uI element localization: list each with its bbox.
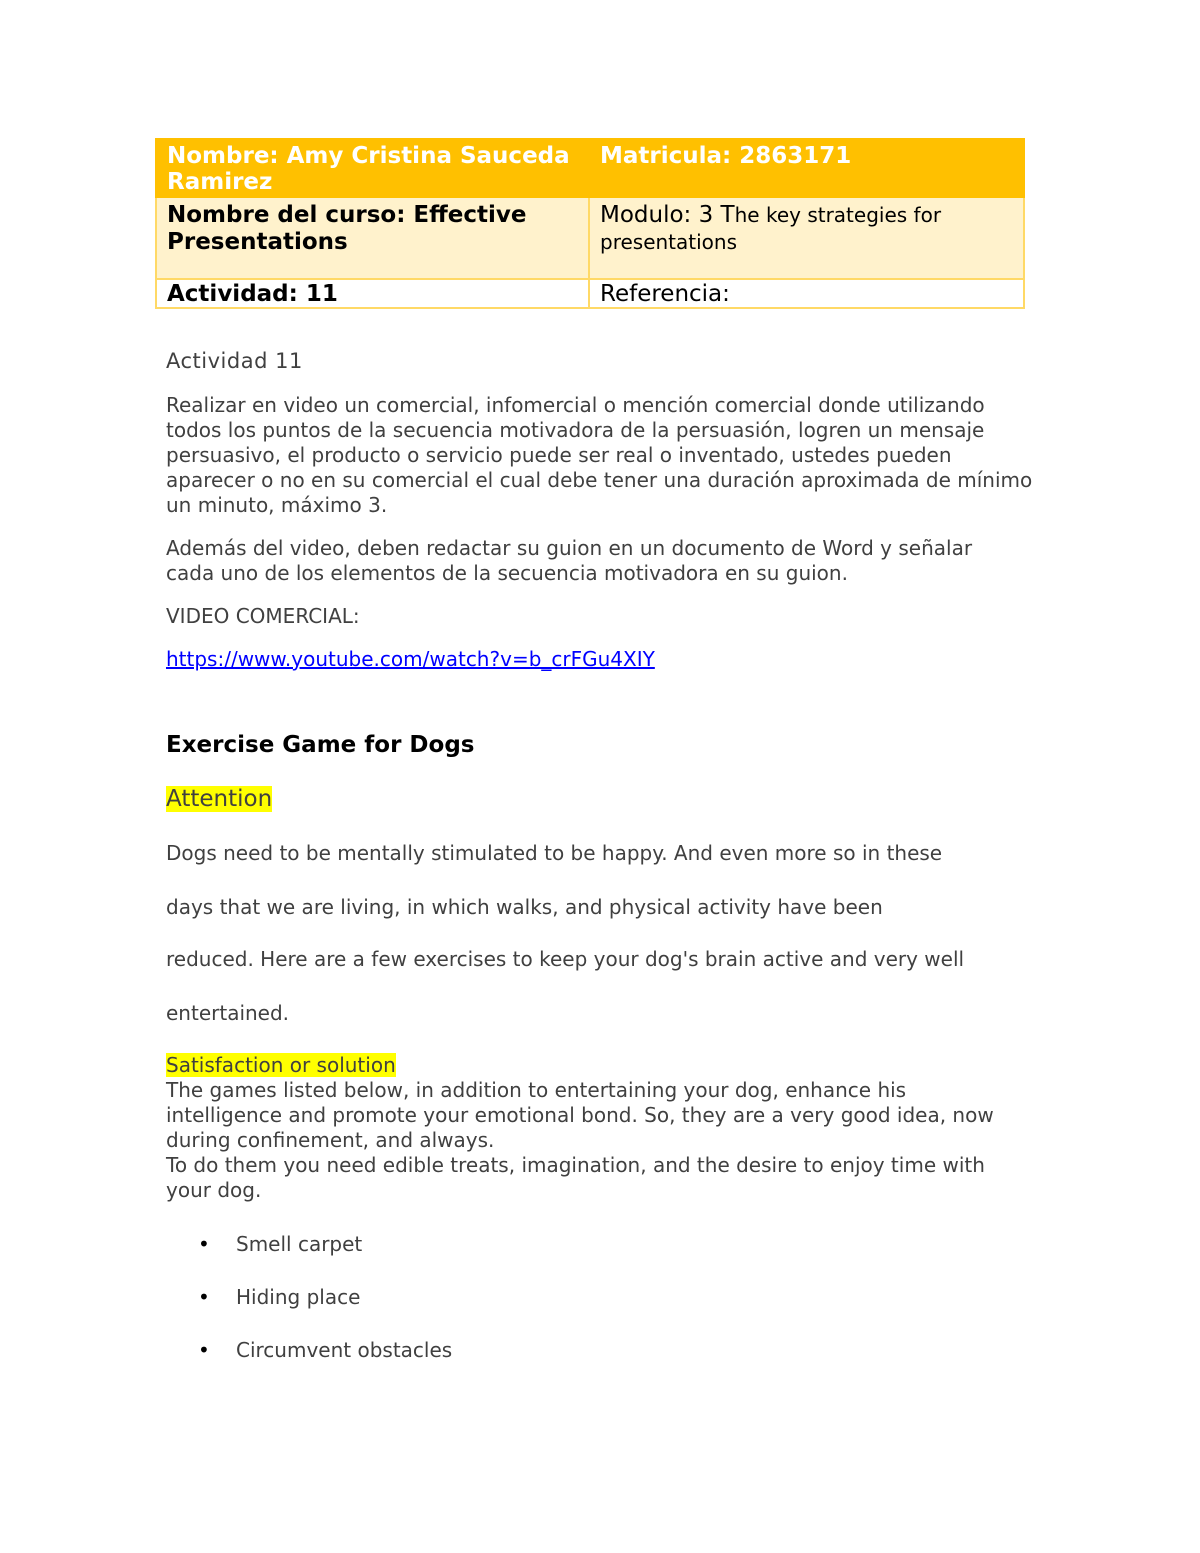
video-label: VIDEO COMERCIAL: [166, 604, 360, 628]
bullet-icon: • [198, 1285, 210, 1309]
matricula-cell [589, 139, 1024, 197]
header-table [155, 138, 1025, 309]
attention-heading: Attention [166, 786, 273, 812]
student-name: Nombre: Amy Cristina Sauceda Ramirez [167, 143, 570, 195]
matricula: Matricula: 2863171 [600, 143, 852, 169]
module-cell [589, 197, 1024, 279]
list-item: Circumvent obstacles [236, 1338, 453, 1362]
bullet-icon: • [198, 1338, 210, 1362]
list-item: Hiding place [236, 1285, 361, 1309]
bullet-icon: • [198, 1232, 210, 1256]
activity-cell [156, 279, 589, 308]
reference-cell [589, 279, 1024, 308]
module-title: he key strategies for presentations [600, 203, 942, 254]
student-name-cell [156, 139, 589, 197]
module-label: Modulo: 3 T [600, 202, 735, 228]
attention-line-4: entertained. [166, 1001, 290, 1025]
attention-line-2: days that we are living, in which walks, and physical activity have been [166, 895, 883, 919]
attention-line-3: reduced. Here are a few exercises to keep your dog's brain active and very well [166, 947, 965, 971]
attention-line-1: Dogs need to be mentally stimulated to be happy. And even more so in these [166, 841, 943, 865]
course-cell [156, 197, 589, 279]
course-name: Nombre del curso: Effective Presentations [167, 202, 527, 255]
satisfaction-paragraph-1: The games listed below, in addition to entertaining your dog, enhance his intelligence and promote your emotional bond. So, they are a very good idea, now during confinement, and always. [166, 1078, 994, 1152]
satisfaction-heading: Satisfaction or solution [166, 1053, 396, 1077]
game-title: Exercise Game for Dogs [166, 732, 475, 758]
instructions-paragraph: Realizar en video un comercial, infomercial o mención comercial donde utilizando todos los puntos de la secuencia motivadora de la persuasión, logren un mensaje persuasivo, el producto o servicio puede ser real o inventado, ustedes pueden aparecer o no en su comercial el cual debe tener una duración aproximada de mínimo un minuto, máximo 3. [166, 393, 1033, 517]
instructions-paragraph-2: Además del video, deben redactar su guion en un documento de Word y señalar cada uno de los elementos de la secuencia motivadora en su guion. [166, 536, 973, 585]
satisfaction-paragraph-2: To do them you need edible treats, imagination, and the desire to enjoy time with your dog. [166, 1153, 985, 1202]
reference-label: Referencia: [600, 281, 730, 307]
activity-number: Actividad: 11 [167, 281, 338, 307]
list-item: Smell carpet [236, 1232, 363, 1256]
activity-title: Actividad 11 [166, 349, 303, 373]
video-link[interactable]: https://www.youtube.com/watch?v=b_crFGu4XIY [166, 647, 655, 671]
